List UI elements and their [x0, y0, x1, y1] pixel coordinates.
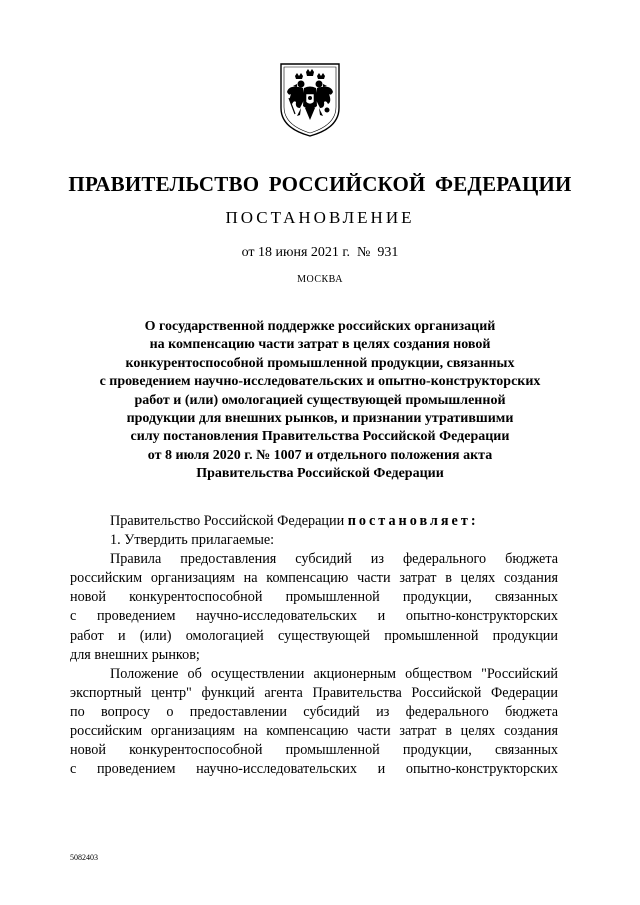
- intro-line: [70, 512, 558, 531]
- paragraph-line: российским организациям на компенсацию части затрат в целях создания: [70, 570, 558, 587]
- subject-line: на компенсацию части затрат в целях создания новой: [149, 337, 491, 353]
- decree-subject: [60, 318, 580, 484]
- paragraph-line: работ и (или) омологацией существующей промышленной продукции: [70, 627, 558, 644]
- paragraph-line: с проведением научно-исследовательских и опытно-конструкторских: [70, 761, 558, 778]
- subject-line: О государственной поддержке российских организаций: [144, 319, 496, 334]
- paragraph-line: российским организациям на компенсацию части затрат в целях создания: [70, 723, 558, 740]
- subject-line: от 8 июля 2020 г. № 1007 и отдельного положения акта: [147, 447, 493, 463]
- subject-line: продукции для внешних рынков, и признании утратившими: [126, 411, 514, 427]
- paragraph-line: по вопросу о предоставлении субсидий из федерального бюджета: [70, 703, 558, 720]
- paragraph-line: новой конкурентоспособной промышленной продукции, связанных: [70, 742, 558, 759]
- russian-coat-of-arms-icon: [275, 58, 345, 138]
- subject-line: силу постановления Правительства Российской Федерации: [130, 429, 510, 445]
- paragraph-line: экспортный центр" функций агента Правительства Российской Федерации: [70, 684, 558, 701]
- subject-line: Правительства Российской Федерации: [196, 466, 444, 482]
- paragraph-line: Правила предоставления субсидий из федерального бюджета: [110, 551, 558, 568]
- decree-date-number: от 18 июня 2021 г. № 931: [241, 245, 399, 260]
- intro-prefix: Правительство Российской Федерации: [110, 513, 345, 529]
- paragraph-line: новой конкурентоспособной промышленной продукции, связанных: [70, 589, 558, 606]
- document-type: ПОСТАНОВЛЕНИЕ: [225, 208, 415, 227]
- decree-body: [70, 512, 558, 779]
- item-1: 1. Утвердить прилагаемые:: [110, 532, 275, 549]
- city: МОСКВА: [297, 274, 343, 285]
- paragraph-line: Положение об осуществлении акционерным обществом "Российский: [110, 665, 558, 682]
- paragraph-line: для внешних рынков;: [70, 646, 200, 663]
- paragraph-line: с проведением научно-исследовательских и опытно-конструкторских: [70, 608, 558, 625]
- subject-line: работ и (или) омологацией существующей промышленной: [134, 392, 506, 408]
- subject-line: конкурентоспособной промышленной продукции, связанных: [125, 355, 515, 371]
- government-title: ПРАВИТЕЛЬСТВО РОССИЙСКОЙ ФЕДЕРАЦИИ: [68, 172, 572, 196]
- subject-line: с проведением научно-исследовательских и опытно-конструкторских: [99, 374, 541, 390]
- document-code: 5082403: [70, 853, 98, 862]
- resolves-word: постановляет:: [347, 513, 479, 529]
